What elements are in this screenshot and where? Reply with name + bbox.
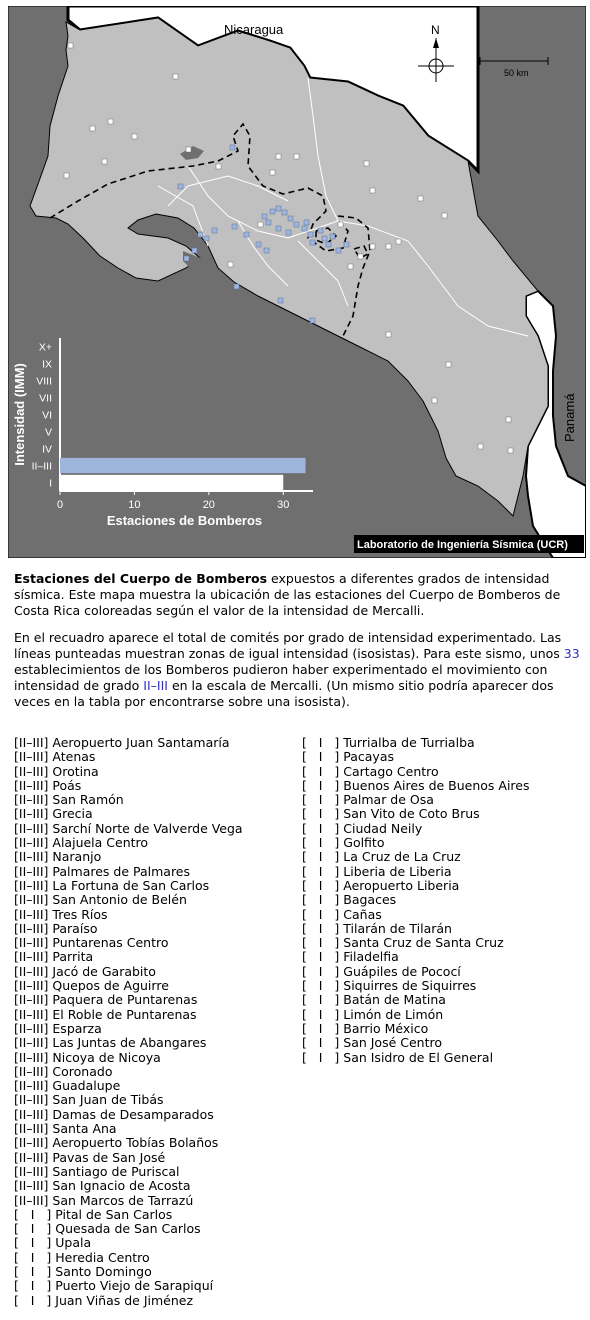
station-row: [ I ] Cañas: [302, 906, 382, 922]
station-row: [II–III] Paraíso: [14, 920, 98, 936]
x-tick-label: 10: [128, 499, 141, 511]
y-tick-label: X+: [38, 341, 52, 354]
x-tick-label: 0: [56, 499, 64, 511]
y-tick-label: I: [49, 477, 52, 490]
station-row: [ I ] Santa Cruz de Santa Cruz: [302, 935, 504, 951]
y-tick-label: IV: [42, 443, 52, 456]
station-row: [II–III] San Antonio de Belén: [14, 892, 187, 908]
station-row: [ I ] Limón de Limón: [302, 1006, 444, 1022]
station-row: [ I ] San Isidro de El General: [302, 1049, 494, 1065]
station-row: [ I ] San José Centro: [302, 1035, 443, 1051]
station-row: [II–III] Coronado: [14, 1063, 113, 1079]
scale-label: 50 km: [504, 68, 529, 78]
station-row: [II–III] Atenas: [14, 749, 96, 765]
y-tick-label: II–III: [31, 460, 52, 473]
station-row: [II–III] San Marcos de Tarrazú: [14, 1192, 194, 1208]
station-row: [II–III] Tres Ríos: [14, 906, 108, 922]
station-row: [ I ] Pital de San Carlos: [14, 1206, 173, 1222]
station-row: [ I ] Batán de Matina: [302, 992, 446, 1008]
station-row: [II–III] Aeropuerto Juan Santamaría: [14, 735, 230, 750]
station-row: [II–III] La Fortuna de San Carlos: [14, 877, 210, 893]
station-row: [ I ] Juan Viñas de Jiménez: [14, 1292, 194, 1308]
station-row: [ I ] San Vito de Coto Brus: [302, 806, 480, 822]
x-tick-label: 30: [277, 499, 290, 511]
station-row: [ I ] Buenos Aires de Buenos Aires: [302, 777, 530, 793]
description-paragraph-1: [14, 571, 582, 619]
station-row: [II–III] Damas de Desamparados: [14, 1106, 214, 1122]
station-row: [II–III] Paquera de Puntarenas: [14, 992, 198, 1008]
station-count: 33: [563, 646, 580, 661]
station-row: [ I ] Upala: [14, 1235, 92, 1251]
station-row: [II–III] Parrita: [14, 949, 94, 965]
station-row: [ I ] Santo Domingo: [14, 1263, 152, 1279]
y-tick-label: IX: [42, 358, 52, 371]
description-text-b: establecimientos de los Bomberos pudieron haber experimentado el movimiento con intensidad de grado: [14, 662, 548, 693]
station-row: [ I ] Pacayas: [302, 749, 394, 765]
description-title: Estaciones del Cuerpo de Bomberos: [14, 571, 268, 586]
station-row: [ I ] Siquirres de Siquirres: [302, 978, 477, 994]
station-row: [ I ] Puerto Viejo de Sarapiquí: [14, 1278, 214, 1294]
station-row: [ I ] Tilarán de Tilarán: [302, 920, 452, 936]
y-tick-label: VIII: [36, 375, 52, 388]
station-row: [II–III] San Ignacio de Acosta: [14, 1178, 191, 1194]
description-paragraph-2: [14, 630, 582, 710]
station-row: [II–III] Aeropuerto Tobías Bolaños: [14, 1135, 219, 1151]
station-row: [ I ] Bagaces: [302, 892, 397, 908]
station-row: [II–III] Pavas de San José: [14, 1149, 166, 1165]
station-row: [II–III] San Ramón: [14, 792, 124, 808]
bar-II–III: [60, 458, 306, 473]
station-row: [II–III] Grecia: [14, 806, 93, 822]
y-tick-label: VII: [39, 392, 52, 405]
station-row: [ I ] Guápiles de Pococí: [302, 963, 461, 979]
station-row: [II–III] Las Juntas de Abangares: [14, 1035, 207, 1051]
station-row: [ I ] Filadelfia: [302, 949, 399, 965]
station-row: [II–III] Poás: [14, 777, 82, 793]
description-text-a: En el recuadro aparece el total de comités por grado de intensidad experimentado. Las líneas punteadas muestran zonas de igual intensidad (isosistas). Para este sismo, unos: [14, 630, 564, 661]
station-row: [ I ] Cartago Centro: [302, 763, 439, 779]
station-row: [II–III] Esparza: [14, 1020, 102, 1036]
station-row: [II–III] Jacó de Garabito: [14, 963, 156, 979]
station-row: [II–III] Nicoya de Nicoya: [14, 1049, 161, 1065]
intensity-grade: II–III: [143, 678, 168, 693]
station-row: [II–III] Naranjo: [14, 849, 102, 865]
station-row: [II–III] Puntarenas Centro: [14, 935, 169, 951]
station-row: [ I ] Ciudad Neily: [302, 820, 423, 836]
station-row: [ I ] Quesada de San Carlos: [14, 1221, 201, 1237]
station-row: [II–III] Palmares de Palmares: [14, 863, 191, 879]
panama-label: Panamá: [562, 393, 577, 442]
x-axis-label: Estaciones de Bomberos: [106, 513, 263, 528]
station-row: [ I ] Golfito: [302, 835, 385, 851]
station-row: [II–III] San Juan de Tibás: [14, 1092, 164, 1108]
y-tick-label: VI: [42, 409, 52, 422]
station-row: [ I ] Palmar de Osa: [302, 792, 434, 808]
station-row: [ I ] Barrio México: [302, 1020, 429, 1036]
station-row: [ I ] Heredia Centro: [14, 1249, 150, 1265]
station-list-column-2: [302, 736, 530, 1065]
bar-I: [60, 475, 283, 490]
station-row: [ I ] Aeropuerto Liberia: [302, 877, 460, 893]
credit-label: Laboratorio de Ingeniería Sísmica (UCR): [357, 539, 568, 551]
intensity-map: [8, 6, 586, 558]
y-tick-label: V: [44, 426, 52, 439]
station-row: [ I ] Turrialba de Turrialba: [302, 735, 475, 750]
description-text-c: en la escala de Mercalli. (Un mismo sitio podría aparecer dos veces en la tabla por encontrarse sobre una isosista).: [14, 678, 554, 709]
station-row: [II–III] Quepos de Aguirre: [14, 978, 169, 994]
x-tick-label: 20: [202, 499, 215, 511]
station-row: [II–III] El Roble de Puntarenas: [14, 1006, 197, 1022]
station-row: [II–III] Santiago de Puriscal: [14, 1163, 180, 1179]
description-body: expuestos a diferentes grados de intensidad sísmica. Este mapa muestra la ubicación de las estaciones del Cuerpo de Bomberos de Costa Rica coloreadas según el valor de la intensidad de Mercalli.: [14, 571, 561, 618]
station-row: [II–III] Sarchí Norte de Valverde Vega: [14, 820, 243, 836]
station-list-column-1: [14, 736, 243, 1308]
station-row: [II–III] Alajuela Centro: [14, 835, 149, 851]
station-row: [ I ] Liberia de Liberia: [302, 863, 452, 879]
station-row: [II–III] Santa Ana: [14, 1121, 117, 1137]
station-row: [II–III] Orotina: [14, 763, 99, 779]
north-label: N: [431, 23, 440, 37]
station-row: [II–III] Guadalupe: [14, 1078, 121, 1094]
station-row: [ I ] La Cruz de La Cruz: [302, 849, 461, 865]
y-axis-label: Intensidad (IMM): [12, 363, 27, 466]
nicaragua-label: Nicaragua: [224, 22, 284, 37]
